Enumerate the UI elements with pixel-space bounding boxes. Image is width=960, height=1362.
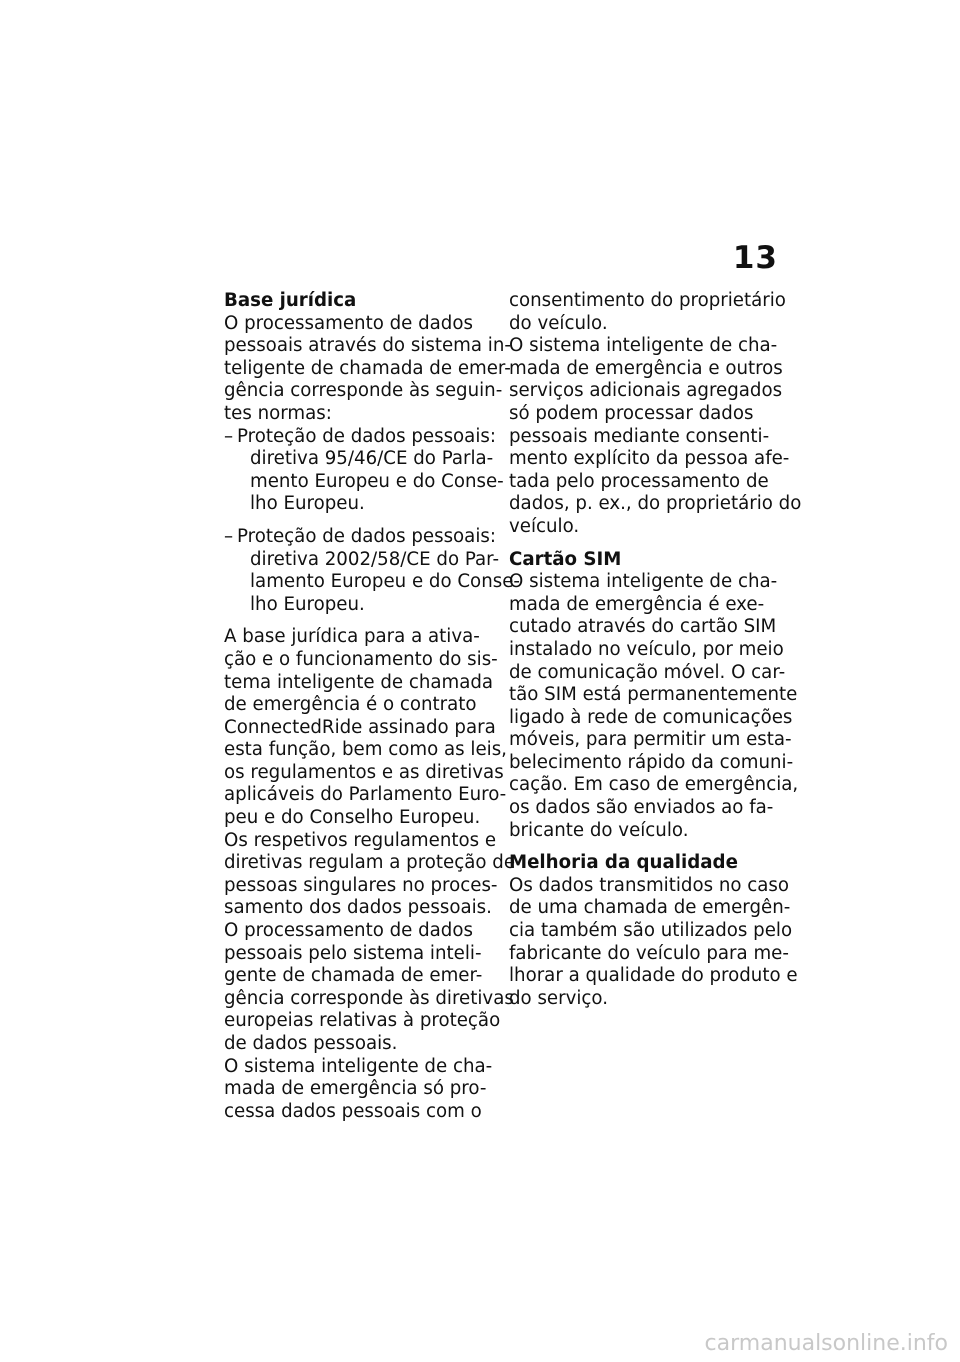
text-line: os dados são enviados ao fa- [509, 797, 774, 819]
spacer [224, 516, 496, 526]
text-line: cessa dados pessoais com o [224, 1100, 482, 1122]
text-line: cação. Em caso de emergência, [509, 774, 799, 796]
text-line: tema inteligente de chamada [224, 671, 494, 693]
text-line: mento Europeu e do Conse- [250, 470, 504, 492]
text-line: diretiva 2002/58/CE do Par- [250, 548, 500, 570]
text-line: pessoais mediante consenti- [509, 425, 770, 447]
text-line: gência corresponde às diretivas [224, 987, 514, 1009]
text-line: ConnectedRide assinado para [224, 716, 496, 738]
text-line: Proteção de dados pessoais: [237, 525, 496, 547]
text-line: fabricante do veículo para me- [509, 942, 789, 964]
text-line: belecimento rápido da comuni- [509, 751, 794, 773]
list-item-directive-95-46 [224, 425, 504, 516]
dash-bullet: – [224, 525, 234, 547]
text-line: europeias relativas à proteção [224, 1010, 501, 1032]
text-line: instalado no veículo, por meio [509, 638, 784, 660]
page-number: 13 [732, 240, 778, 276]
text-line: de emergência é o contrato [224, 694, 477, 716]
text-line: dados, p. ex., do proprietário do [509, 493, 802, 515]
text-line: tada pelo processamento de [509, 470, 769, 492]
heading-melhoria-qualidade: Melhoria da qualidade [509, 852, 738, 874]
text-line: A base jurídica para a ativa- [224, 626, 480, 648]
text-line: mento explícito da pessoa afe- [509, 448, 790, 470]
text-line: pessoas singulares no proces- [224, 874, 498, 896]
text-line: teligente de chamada de emer- [224, 357, 511, 379]
text-line: esta função, bem como as leis, [224, 739, 507, 761]
text-line: gência corresponde às seguin- [224, 380, 503, 402]
text-line: Os dados transmitidos no caso [509, 874, 790, 896]
text-line: do veículo. [509, 312, 608, 334]
text-line: samento dos dados pessoais. [224, 897, 492, 919]
text-line: tão SIM está permanentemente [509, 684, 798, 706]
text-line: O sistema inteligente de cha- [224, 1055, 493, 1077]
text-line: pessoais pelo sistema inteli- [224, 942, 482, 964]
text-line: ção e o funcionamento do sis- [224, 648, 498, 670]
text-line: tes normas: [224, 402, 332, 424]
right-column [509, 290, 802, 1010]
text-line: O processamento de dados [224, 312, 473, 334]
text-line: veículo. [509, 515, 580, 537]
dash-bullet: – [224, 425, 234, 447]
text-line: móveis, para permitir um esta- [509, 729, 792, 751]
text-line: Proteção de dados pessoais: [237, 425, 496, 447]
spacer [224, 616, 496, 626]
text-line: diretivas regulam a proteção de [224, 852, 516, 874]
text-line: Os respetivos regulamentos e [224, 829, 497, 851]
text-line: de uma chamada de emergên- [509, 897, 791, 919]
text-line: O sistema inteligente de cha- [509, 335, 778, 357]
heading-base-juridica: Base jurídica [224, 290, 357, 311]
text-line: mada de emergência é exe- [509, 593, 765, 615]
text-line: ligado à rede de comunicações [509, 706, 793, 728]
text-line: consentimento do proprietário [509, 290, 786, 311]
watermark-url: carmanualsonline.info [704, 1331, 948, 1356]
text-line: de dados pessoais. [224, 1033, 398, 1054]
text-line: mada de emergência e outros [509, 357, 783, 379]
text-line: peu e do Conselho Europeu. [224, 807, 481, 829]
text-line: O processamento de dados [224, 920, 473, 942]
text-line: O sistema inteligente de cha- [509, 571, 778, 593]
text-line: lho Europeu. [250, 593, 365, 615]
text-line: diretiva 95/46/CE do Parla- [250, 448, 494, 470]
text-line: lhorar a qualidade do produto e [509, 965, 798, 987]
text-line: lamento Europeu e do Conse- [250, 571, 520, 593]
text-line: só podem processar dados [509, 402, 754, 424]
spacer [509, 539, 785, 549]
text-line: serviços adicionais agregados [509, 380, 783, 402]
spacer [509, 842, 785, 852]
left-column [224, 290, 520, 1123]
text-line: os regulamentos e as diretivas [224, 761, 504, 783]
text-line: lho Europeu. [250, 493, 365, 515]
text-line: mada de emergência só pro- [224, 1078, 487, 1100]
text-line: pessoais através do sistema in- [224, 335, 511, 357]
list-item-directive-2002-58 [224, 525, 520, 616]
text-line: aplicáveis do Parlamento Euro- [224, 784, 507, 806]
text-line: cia também são utilizados pelo [509, 920, 793, 942]
text-line: cutado através do cartão SIM [509, 616, 777, 638]
text-line: de comunicação móvel. O car- [509, 661, 786, 683]
text-line: do serviço. [509, 987, 609, 1009]
text-line: bricante do veículo. [509, 819, 689, 841]
heading-cartao-sim: Cartão SIM [509, 548, 622, 570]
text-line: gente de chamada de emer- [224, 965, 483, 987]
